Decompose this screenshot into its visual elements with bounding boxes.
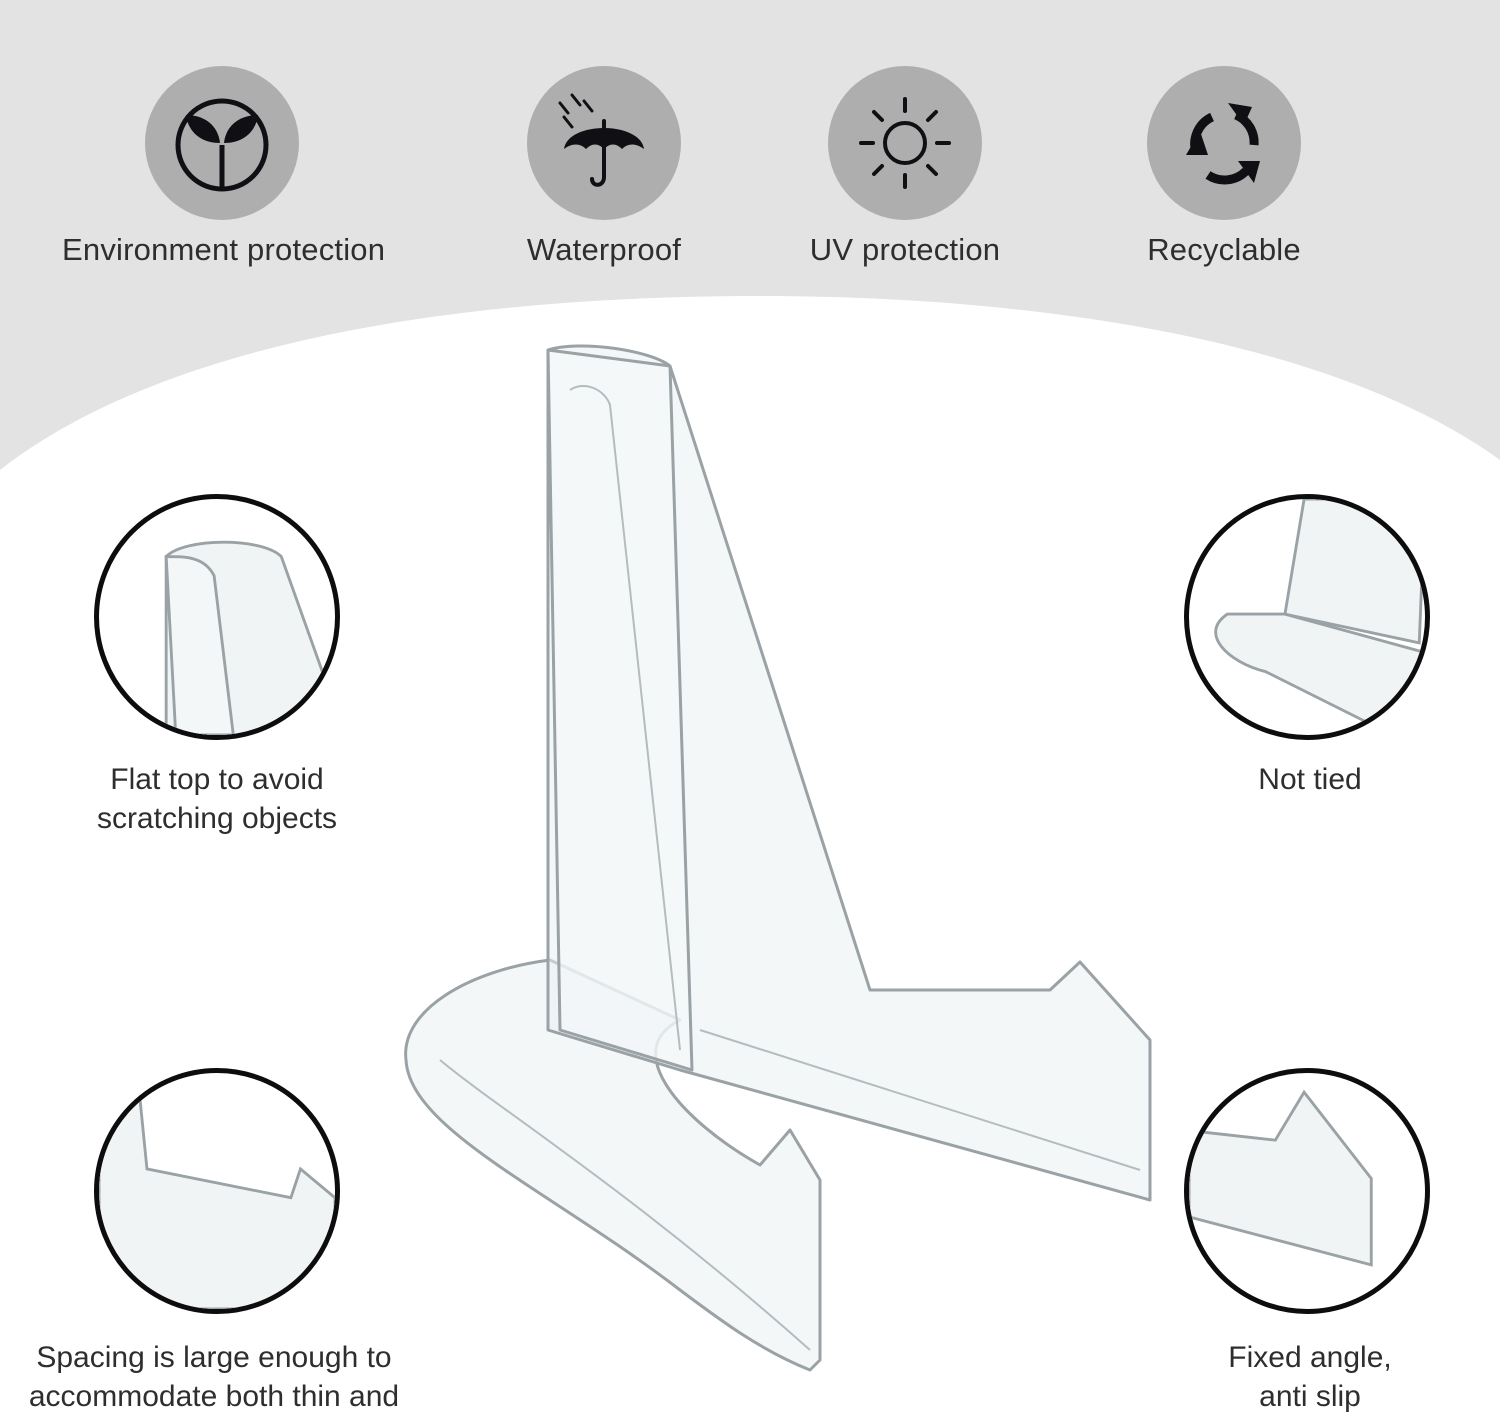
- feature-icon-circle: [145, 66, 299, 220]
- feature-label: UV protection: [809, 232, 1001, 267]
- recycle-arrows-icon: [1172, 91, 1276, 195]
- feature-recyclable: [1064, 66, 1384, 268]
- leaf-sprout-icon: [170, 91, 274, 195]
- detail-fixed-angle-label: Fixed angle, anti slip: [1228, 1341, 1392, 1413]
- flat-top-closeup-image: [99, 499, 335, 735]
- feature-label: Recyclable: [1147, 232, 1301, 267]
- feature-uv: [745, 66, 1065, 268]
- detail-not-tied-circle: [1184, 494, 1430, 740]
- umbrella-rain-icon: [552, 91, 656, 195]
- not-tied-closeup-image: [1189, 499, 1425, 735]
- sun-icon: [853, 91, 957, 195]
- feature-icon-circle: [1147, 66, 1301, 220]
- acrylic-stand-image: [380, 330, 1180, 1416]
- detail-flat-top-label: Flat top to avoid scratching objects: [96, 763, 338, 835]
- fixed-angle-closeup-image: [1189, 1073, 1425, 1309]
- feature-environment: [62, 66, 386, 268]
- spacing-closeup-image: [99, 1073, 335, 1309]
- detail-flat-top-circle: [94, 494, 340, 740]
- feature-icon-circle: [828, 66, 982, 220]
- detail-not-tied-label: Not tied: [1258, 763, 1362, 796]
- detail-fixed-angle-circle: [1184, 1068, 1430, 1314]
- feature-label: Environment protection: [62, 232, 386, 267]
- feature-icon-circle: [527, 66, 681, 220]
- detail-spacing-label: Spacing is large enough to accommodate both thin and: [28, 1341, 400, 1413]
- detail-spacing-circle: [94, 1068, 340, 1314]
- feature-label: Waterproof: [526, 232, 682, 267]
- feature-waterproof: [444, 66, 764, 268]
